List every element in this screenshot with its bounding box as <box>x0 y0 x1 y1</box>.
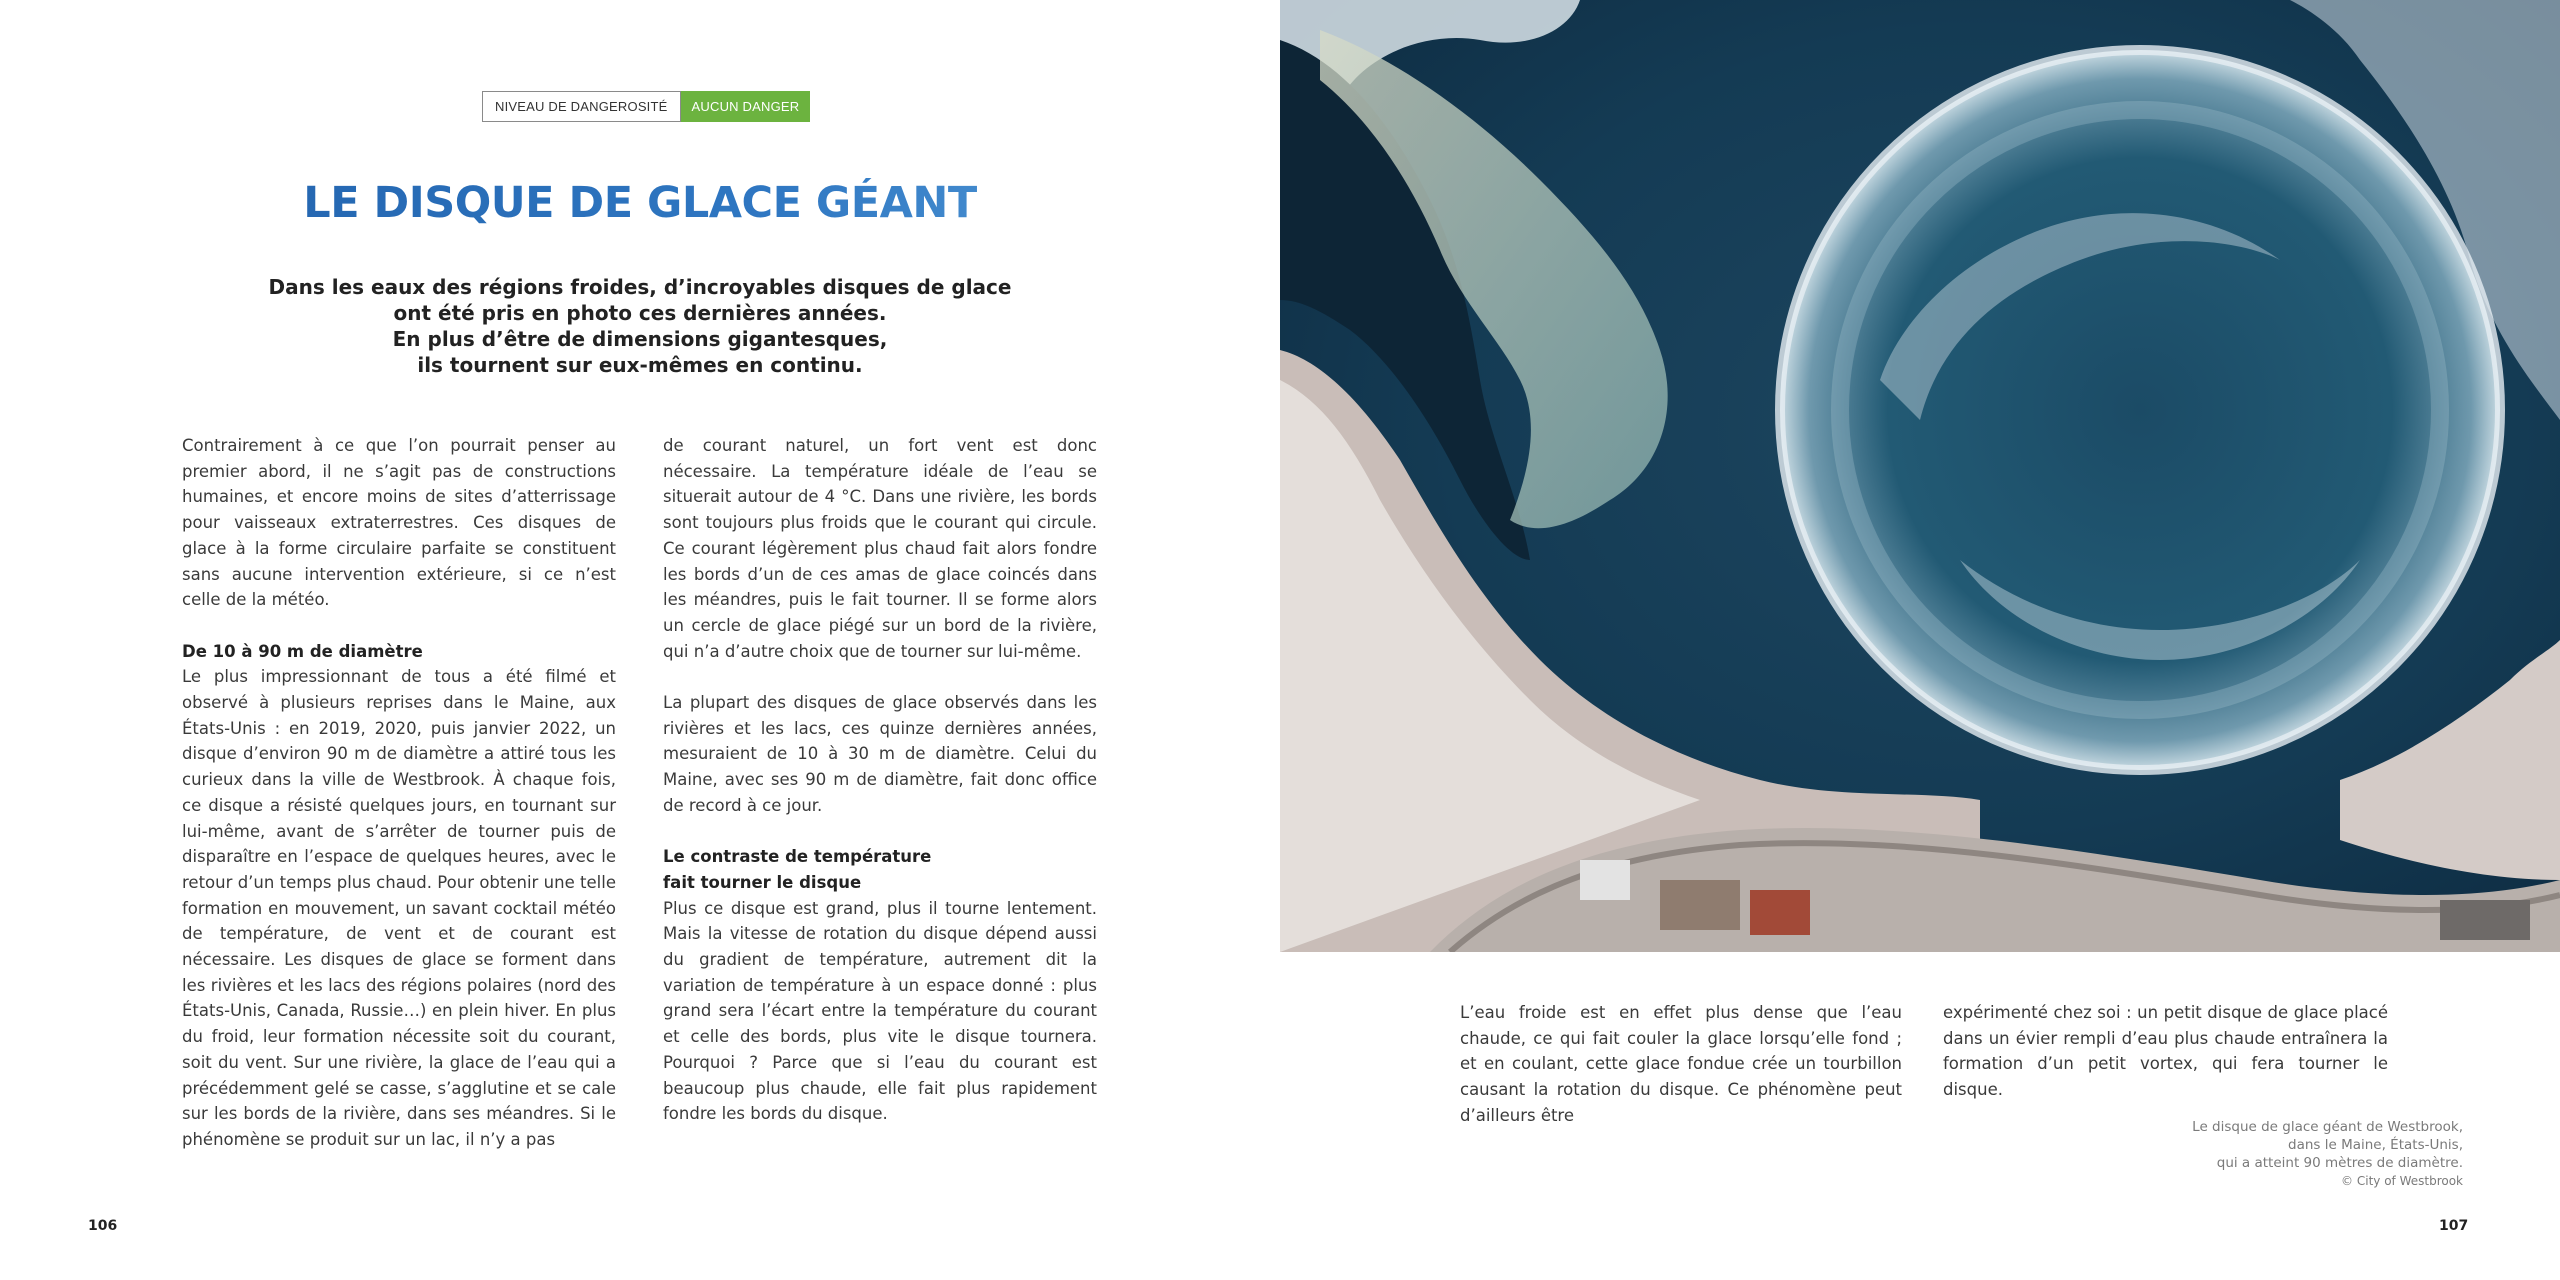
section-heading-contrast <box>663 844 1097 895</box>
text-column-4 <box>1943 1000 2388 1103</box>
lead-line: ils tournent sur eux-mêmes en continu. <box>417 353 863 377</box>
caption-line: dans le Maine, États-Unis, <box>2288 1137 2463 1153</box>
photo-credit: © City of Westbrook <box>2341 1174 2463 1188</box>
danger-level-badge <box>482 91 810 122</box>
lead-line: ont été pris en photo ces dernières années. <box>393 301 887 325</box>
right-page <box>1280 0 2560 1280</box>
text-column-2 <box>663 433 1097 1127</box>
caption-line: qui a atteint 90 mètres de diamètre. <box>2216 1155 2463 1171</box>
page-number-right: 107 <box>2439 1218 2469 1234</box>
intro-paragraph: Contrairement à ce que l’on pourrait penser au premier abord, il ne s’agit pas de constructions humaines, et encore moins de sites d’atterrissage pour vaisseaux extraterrestres. Ces disques de glace à la forme circulaire parfaite se constituent sans aucune intervention extérieure, si ce n’est celle de la météo. <box>182 436 616 610</box>
body-paragraph: Plus ce disque est grand, plus il tourne lentement. Mais la vitesse de rotation du disque dépend aussi du gradient de température, autrement dit la variation de température à un espace donné : plus grand sera l’écart entre la température du courant et celle des bords, plus vite le disque tournera. Pourquoi ? Parce que si l’eau du courant est beaucoup plus chaude, elle fait plus rapidement fondre les bords du disque. <box>663 898 1097 1124</box>
heading-line: Le contraste de température <box>663 847 932 867</box>
danger-level-label: NIVEAU DE DANGEROSITÉ <box>482 91 681 122</box>
section-heading-diameter: De 10 à 90 m de diamètre <box>182 641 423 661</box>
lead-line: En plus d’être de dimensions gigantesques, <box>392 327 888 351</box>
body-paragraph: expérimenté chez soi : un petit disque de glace placé dans un évier rempli d’eau plus chaude entraînera la formation d’un petit vortex, qui fera tourner le disque. <box>1943 1003 2388 1100</box>
body-paragraph: Le plus impressionnant de tous a été filmé et observé à plusieurs reprises dans le Maine, aux États-Unis : en 2019, 2020, puis janvier 2022, un disque d’environ 90 m de diamètre a attiré tous les curieux dans la ville de Westbrook. À chaque fois, ce disque a résisté quelques jours, en tournant sur lui-même, avant de s’arrêter de tourner puis de disparaître en l’espace de quelques heures, avec le retour d’un temps plus chaud. Pour obtenir une telle formation en mouvement, un savant cocktail météo de température, de vent et de courant est nécessaire. Les disques de glace se forment dans les rivières et les lacs des régions polaires (nord des États-Unis, Canada, Russie…) en plein hiver. En plus du froid, leur formation nécessite soit du courant, soit du vent. Sur une rivière, la glace de l’eau qui a précédemment gelé se casse, s’agglutine et se cale sur les bords de la rivière, dans ses méandres. Si le phénomène se produit sur un lac, il n’y a pas <box>182 667 616 1149</box>
body-paragraph: de courant naturel, un fort vent est donc nécessaire. La température idéale de l’eau se situerait autour de 4 °C. Dans une rivière, les bords sont toujours plus froids que le courant qui circule. Ce courant légèrement plus chaud fait alors fondre les bords d’un de ces amas de glace coincés dans les méandres, puis le fait tourner. Il se forme alors un cercle de glace piégé sur un bord de la rivière, qui n’a d’autre choix que de tourner sur lui-même. <box>663 436 1097 661</box>
body-paragraph: La plupart des disques de glace observés dans les rivières et les lacs, ces quinze dernières années, mesuraient de 10 à 30 m de diamètre. Celui du Maine, avec ses 90 m de diamètre, fait donc office de record à ce jour. <box>663 693 1097 815</box>
danger-level-value: AUCUN DANGER <box>681 91 811 122</box>
caption-line: Le disque de glace géant de Westbrook, <box>2192 1119 2463 1135</box>
ice-disc-aerial-photo <box>1280 0 2560 952</box>
article-lead <box>240 274 1040 378</box>
page-number-left: 106 <box>88 1218 118 1234</box>
body-paragraph: L’eau froide est en effet plus dense que l’eau chaude, ce qui fait couler la glace lorsqu’elle fond ; et en coulant, cette glace fondue crée un tourbillon causant la rotation du disque. Ce phénomène peut d’ailleurs être <box>1460 1003 1902 1125</box>
text-column-3 <box>1460 1000 1902 1129</box>
heading-line: fait tourner le disque <box>663 872 862 892</box>
text-column-1 <box>182 433 616 1153</box>
photo-caption <box>2043 1118 2463 1190</box>
article-title: LE DISQUE DE GLACE GÉANT <box>0 178 1280 228</box>
lead-line: Dans les eaux des régions froides, d’incroyables disques de glace <box>268 275 1012 299</box>
